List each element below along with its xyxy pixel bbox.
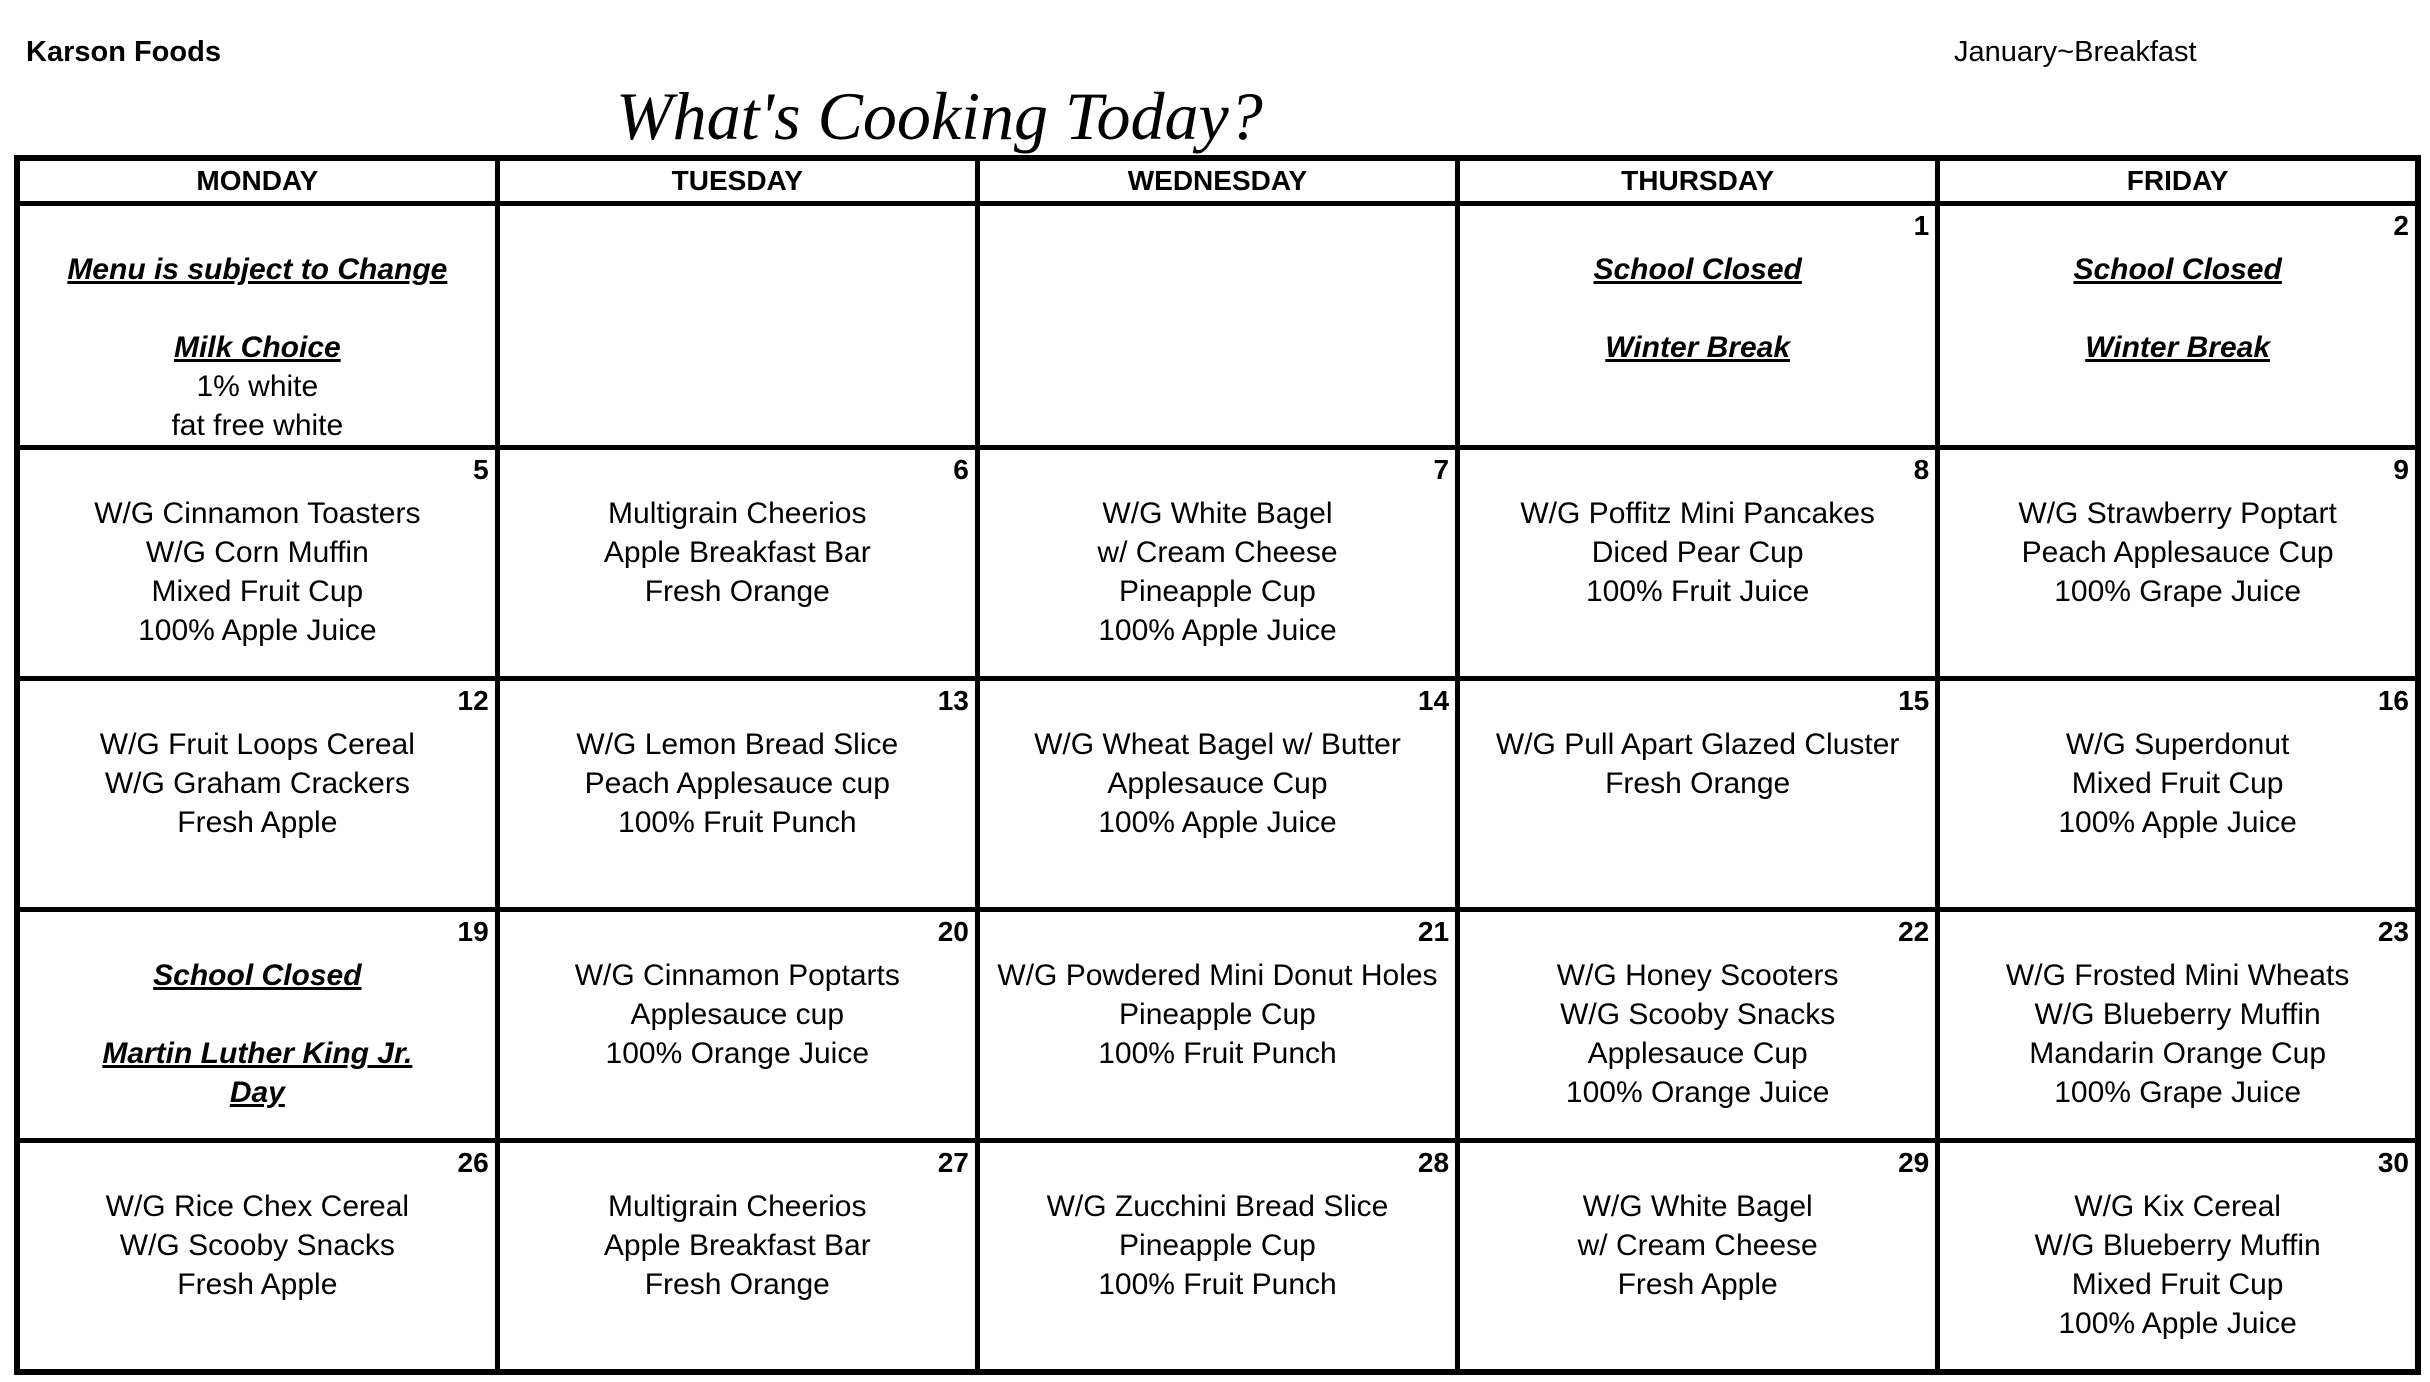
menu-item: W/G Kix Cereal <box>2074 1190 2281 1223</box>
day-cell <box>497 679 977 910</box>
notice-text: School Closed <box>153 959 362 992</box>
menu-item: 100% Fruit Punch <box>618 806 857 839</box>
menu-item: W/G Rice Chex Cereal <box>105 1190 410 1223</box>
day-number: 16 <box>2377 685 2409 716</box>
menu-items <box>500 206 975 250</box>
menu-item: Diced Pear Cup <box>1591 536 1804 569</box>
menu-item: Apple Breakfast Bar <box>603 536 871 569</box>
day-cell <box>17 1141 497 1373</box>
weekday-header: TUESDAY <box>497 158 977 204</box>
notice-text: Menu is subject to Change <box>67 253 448 286</box>
day-cell <box>1938 910 2418 1141</box>
day-number: 6 <box>953 454 969 485</box>
weekday-header: THURSDAY <box>1458 158 1938 204</box>
notice-text: School Closed <box>1593 253 1802 286</box>
menu-items <box>20 681 495 842</box>
menu-items <box>980 681 1455 842</box>
menu-item: Fresh Orange <box>644 1268 830 1301</box>
day-cell <box>497 1141 977 1373</box>
weekday-header: MONDAY <box>17 158 497 204</box>
day-cell <box>977 679 1457 910</box>
menu-item: Multigrain Cheerios <box>608 497 867 530</box>
menu-item: W/G Pull Apart Glazed Cluster <box>1495 728 1900 761</box>
menu-item: W/G Zucchini Bread Slice <box>1046 1190 1389 1223</box>
menu-item: W/G Lemon Bread Slice <box>576 728 899 761</box>
menu-items <box>500 681 975 842</box>
menu-item: W/G Graham Crackers <box>104 767 410 800</box>
week-row <box>17 448 2418 679</box>
day-cell <box>977 910 1457 1141</box>
menu-items <box>1940 912 2415 1112</box>
day-number: 15 <box>1898 685 1930 716</box>
menu-items <box>20 1143 495 1304</box>
day-number: 27 <box>937 1147 969 1178</box>
menu-items <box>980 912 1455 1073</box>
menu-item: W/G Cinnamon Poptarts <box>574 959 900 992</box>
menu-item: Mixed Fruit Cup <box>2071 1268 2284 1301</box>
day-number: 5 <box>473 454 489 485</box>
menu-item: Fresh Orange <box>644 575 830 608</box>
notice-text: Winter Break <box>1605 331 1791 364</box>
day-cell <box>497 448 977 679</box>
day-number: 22 <box>1898 916 1930 947</box>
menu-item: Applesauce cup <box>630 998 845 1031</box>
day-cell <box>17 679 497 910</box>
menu-item: 100% Fruit Punch <box>1098 1268 1337 1301</box>
menu-calendar <box>14 155 2421 1375</box>
day-number: 12 <box>457 685 489 716</box>
menu-item: W/G White Bagel <box>1582 1190 1813 1223</box>
day-number: 29 <box>1898 1147 1930 1178</box>
notice-text: School Closed <box>2073 253 2282 286</box>
day-cell <box>1458 1141 1938 1373</box>
menu-item: 100% Apple Juice <box>1098 614 1337 647</box>
menu-period: January~Breakfast <box>1954 36 2197 68</box>
menu-item: Applesauce Cup <box>1107 767 1328 800</box>
menu-item: Apple Breakfast Bar <box>603 1229 871 1262</box>
menu-item: W/G Honey Scooters <box>1556 959 1839 992</box>
day-number: 8 <box>1913 454 1930 485</box>
day-number: 9 <box>2393 454 2409 485</box>
menu-item: Pineapple Cup <box>1119 575 1316 608</box>
menu-item: W/G Strawberry Poptart <box>2018 497 2337 530</box>
menu-item: 100% Apple Juice <box>2058 1307 2297 1340</box>
day-number: 20 <box>937 916 969 947</box>
day-number: 2 <box>2393 210 2409 241</box>
week-row <box>17 679 2418 910</box>
notice-text: Day <box>229 1076 285 1109</box>
menu-item: Fresh Apple <box>1617 1268 1778 1301</box>
menu-item: W/G Scooby Snacks <box>1560 998 1836 1031</box>
menu-items <box>1460 1143 1935 1304</box>
spacer <box>1940 289 2415 328</box>
menu-items <box>1940 450 2415 611</box>
menu-item: Peach Applesauce cup <box>584 767 890 800</box>
day-cell <box>1938 204 2418 448</box>
menu-item: Peach Applesauce Cup <box>2021 536 2334 569</box>
day-cell <box>1938 448 2418 679</box>
day-cell <box>1458 679 1938 910</box>
menu-item: W/G Blueberry Muffin <box>2034 1229 2321 1262</box>
calendar-body <box>17 204 2418 1373</box>
menu-items <box>1940 681 2415 842</box>
menu-item: W/G Wheat Bagel w/ Butter <box>1034 728 1401 761</box>
day-cell <box>497 910 977 1141</box>
week-row <box>17 910 2418 1141</box>
menu-item: 100% Fruit Juice <box>1585 575 1810 608</box>
menu-item: fat free white <box>171 409 344 442</box>
menu-items <box>20 450 495 650</box>
menu-items <box>1460 450 1935 611</box>
menu-item: Fresh Orange <box>1605 767 1791 800</box>
page-title: What's Cooking Today? <box>616 78 1263 154</box>
menu-items <box>1460 912 1935 1112</box>
menu-items <box>980 206 1455 250</box>
day-cell <box>497 204 977 448</box>
menu-item: W/G Frosted Mini Wheats <box>2005 959 2350 992</box>
day-number: 1 <box>1913 210 1930 241</box>
day-cell <box>1938 679 2418 910</box>
day-cell <box>17 204 497 448</box>
week-row <box>17 204 2418 448</box>
menu-item: Multigrain Cheerios <box>608 1190 867 1223</box>
menu-item: Pineapple Cup <box>1119 998 1316 1031</box>
menu-item: W/G Superdonut <box>2065 728 2290 761</box>
day-number: 19 <box>457 916 489 947</box>
day-number: 26 <box>457 1147 489 1178</box>
menu-items <box>980 450 1455 650</box>
spacer <box>1460 289 1935 328</box>
menu-items <box>1940 1143 2415 1343</box>
menu-item: 1% white <box>196 370 319 403</box>
day-number: 23 <box>2377 916 2409 947</box>
menu-items <box>1940 206 2415 367</box>
notice-text: Martin Luther King Jr. <box>102 1037 413 1070</box>
weekday-header-row <box>17 158 2418 204</box>
weekday-header: FRIDAY <box>1938 158 2418 204</box>
menu-item: w/ Cream Cheese <box>1097 536 1338 569</box>
day-cell <box>17 910 497 1141</box>
menu-item: Fresh Apple <box>177 1268 338 1301</box>
day-cell <box>1458 910 1938 1141</box>
menu-items <box>20 912 495 1112</box>
menu-item: 100% Apple Juice <box>2058 806 2297 839</box>
day-number: 13 <box>937 685 969 716</box>
day-cell <box>1938 1141 2418 1373</box>
menu-items <box>500 1143 975 1304</box>
menu-item: W/G Powdered Mini Donut Holes <box>997 959 1438 992</box>
menu-items <box>1460 681 1935 803</box>
menu-items <box>20 206 495 445</box>
day-cell <box>1458 448 1938 679</box>
day-number: 28 <box>1417 1147 1450 1178</box>
menu-item: 100% Grape Juice <box>2054 575 2302 608</box>
spacer <box>20 289 495 328</box>
menu-item: Fresh Apple <box>177 806 338 839</box>
spacer <box>20 995 495 1034</box>
menu-items <box>500 912 975 1073</box>
menu-item: 100% Fruit Punch <box>1098 1037 1337 1070</box>
menu-item: 100% Orange Juice <box>605 1037 870 1070</box>
menu-item: 100% Grape Juice <box>2054 1076 2302 1109</box>
day-number: 14 <box>1417 685 1450 716</box>
menu-item: 100% Apple Juice <box>138 614 377 647</box>
menu-item: Applesauce Cup <box>1587 1037 1808 1070</box>
menu-item: Mixed Fruit Cup <box>2071 767 2284 800</box>
day-cell <box>1458 204 1938 448</box>
day-number: 7 <box>1433 454 1450 485</box>
menu-item: Mandarin Orange Cup <box>2029 1037 2327 1070</box>
notice-text: Winter Break <box>2085 331 2271 364</box>
menu-item: 100% Orange Juice <box>1565 1076 1830 1109</box>
day-cell <box>977 448 1457 679</box>
day-cell <box>977 204 1457 448</box>
company-name: Karson Foods <box>26 36 221 68</box>
menu-items <box>500 450 975 611</box>
day-number: 30 <box>2377 1147 2409 1178</box>
menu-item: Pineapple Cup <box>1119 1229 1316 1262</box>
menu-item: W/G Fruit Loops Cereal <box>99 728 415 761</box>
menu-items <box>1460 206 1935 367</box>
menu-item: w/ Cream Cheese <box>1577 1229 1818 1262</box>
week-row <box>17 1141 2418 1373</box>
menu-item: W/G Corn Muffin <box>145 536 369 569</box>
weekday-header: WEDNESDAY <box>977 158 1457 204</box>
menu-item: 100% Apple Juice <box>1098 806 1337 839</box>
menu-item: W/G Cinnamon Toasters <box>94 497 421 530</box>
menu-items <box>980 1143 1455 1304</box>
menu-item: W/G White Bagel <box>1102 497 1333 530</box>
day-number: 21 <box>1417 916 1450 947</box>
menu-item: W/G Blueberry Muffin <box>2034 998 2321 1031</box>
menu-item: W/G Scooby Snacks <box>119 1229 395 1262</box>
menu-item: Mixed Fruit Cup <box>151 575 364 608</box>
menu-item: W/G Poffitz Mini Pancakes <box>1520 497 1875 530</box>
day-cell <box>17 448 497 679</box>
day-cell <box>977 1141 1457 1373</box>
notice-text: Milk Choice <box>173 331 341 364</box>
